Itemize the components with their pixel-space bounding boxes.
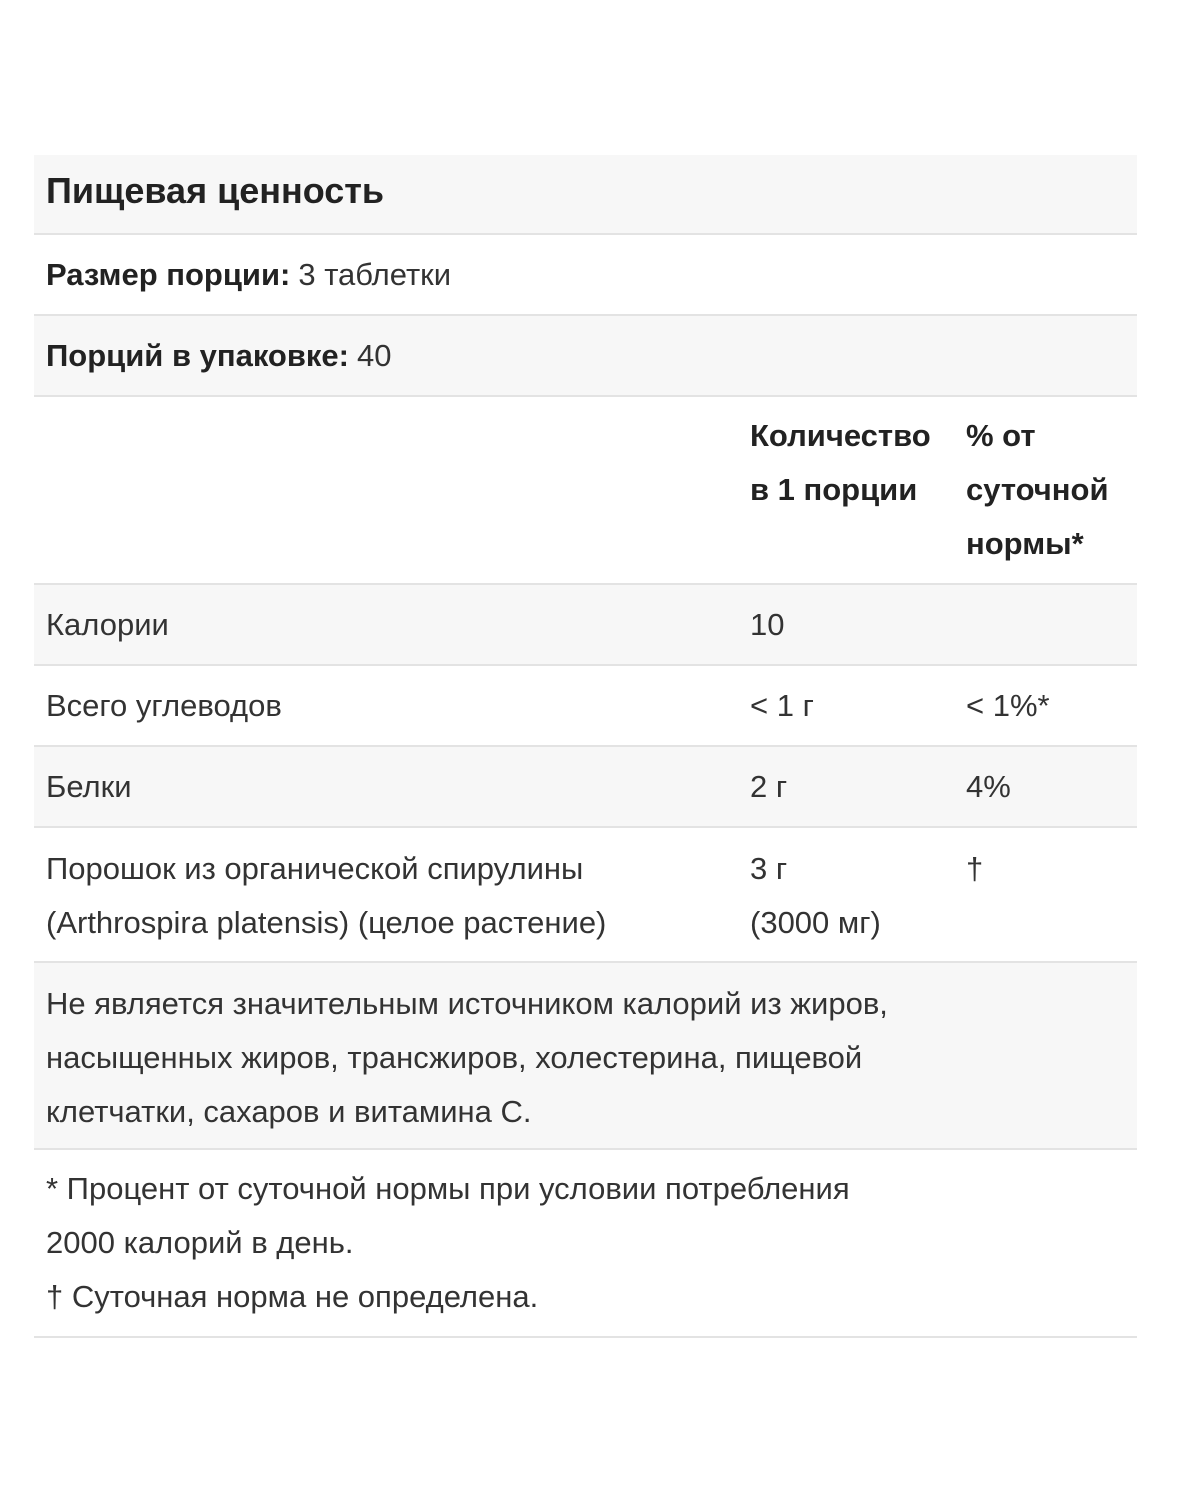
note-text <box>46 977 888 1139</box>
nutrient-amount-line: (3000 мг) <box>750 905 881 940</box>
note-line: Не является значительным источником калорий из жиров, <box>46 986 888 1021</box>
header-amount-line: Количество <box>750 418 931 453</box>
header-dv-line: % от <box>966 418 1036 453</box>
note-line: насыщенных жиров, трансжиров, холестерина, пищевой <box>46 1040 863 1075</box>
header-dv-line: нормы* <box>966 526 1084 561</box>
header-amount <box>750 409 966 517</box>
nutrient-daily-value: < 1%* <box>966 687 1050 723</box>
nutrient-amount-line: 3 г <box>750 851 788 886</box>
nutrient-name: Белки <box>46 768 132 804</box>
nutrient-amount: 10 <box>750 606 785 642</box>
header-daily-value <box>966 409 1137 571</box>
column-header-row <box>34 397 1137 585</box>
header-dv-line: суточной <box>966 472 1109 507</box>
table-row <box>34 828 1137 963</box>
serving-size-label: Размер порции: <box>46 256 291 292</box>
note-row <box>34 963 1137 1150</box>
footnote-row <box>34 1150 1137 1338</box>
nutrient-name-line: (Arthrospira platensis) (целое растение) <box>46 905 607 940</box>
servings-per-container-value: 40 <box>357 337 392 373</box>
footnote-line: † Суточная норма не определена. <box>46 1279 539 1314</box>
table-row <box>34 747 1137 828</box>
serving-size-row <box>34 235 1137 316</box>
nutrient-daily-value: 4% <box>966 768 1011 804</box>
footnote-line: * Процент от суточной нормы при условии потребления <box>46 1171 850 1206</box>
nutrient-amount: 2 г <box>750 768 788 804</box>
table-row <box>34 585 1137 666</box>
nutrient-name <box>34 842 750 950</box>
footnote-line: 2000 калорий в день. <box>46 1225 354 1260</box>
header-amount-line: в 1 порции <box>750 472 918 507</box>
nutrient-daily-value: † <box>966 851 984 886</box>
servings-per-container-row <box>34 316 1137 397</box>
page-title: Пищевая ценность <box>46 170 385 211</box>
nutrient-name-line: Порошок из органической спирулины <box>46 851 584 886</box>
title-row <box>34 155 1137 235</box>
nutrient-amount: < 1 г <box>750 687 814 723</box>
servings-per-container-label: Порций в упаковке: <box>46 337 349 373</box>
table-row <box>34 666 1137 747</box>
nutrient-name: Всего углеводов <box>46 687 282 723</box>
nutrient-name: Калории <box>46 606 169 642</box>
serving-size-value: 3 таблетки <box>298 256 452 292</box>
note-line: клетчатки, сахаров и витамина С. <box>46 1094 532 1129</box>
footnote-text <box>46 1162 850 1324</box>
nutrient-amount <box>750 842 966 950</box>
nutrition-facts-table <box>34 155 1137 1338</box>
